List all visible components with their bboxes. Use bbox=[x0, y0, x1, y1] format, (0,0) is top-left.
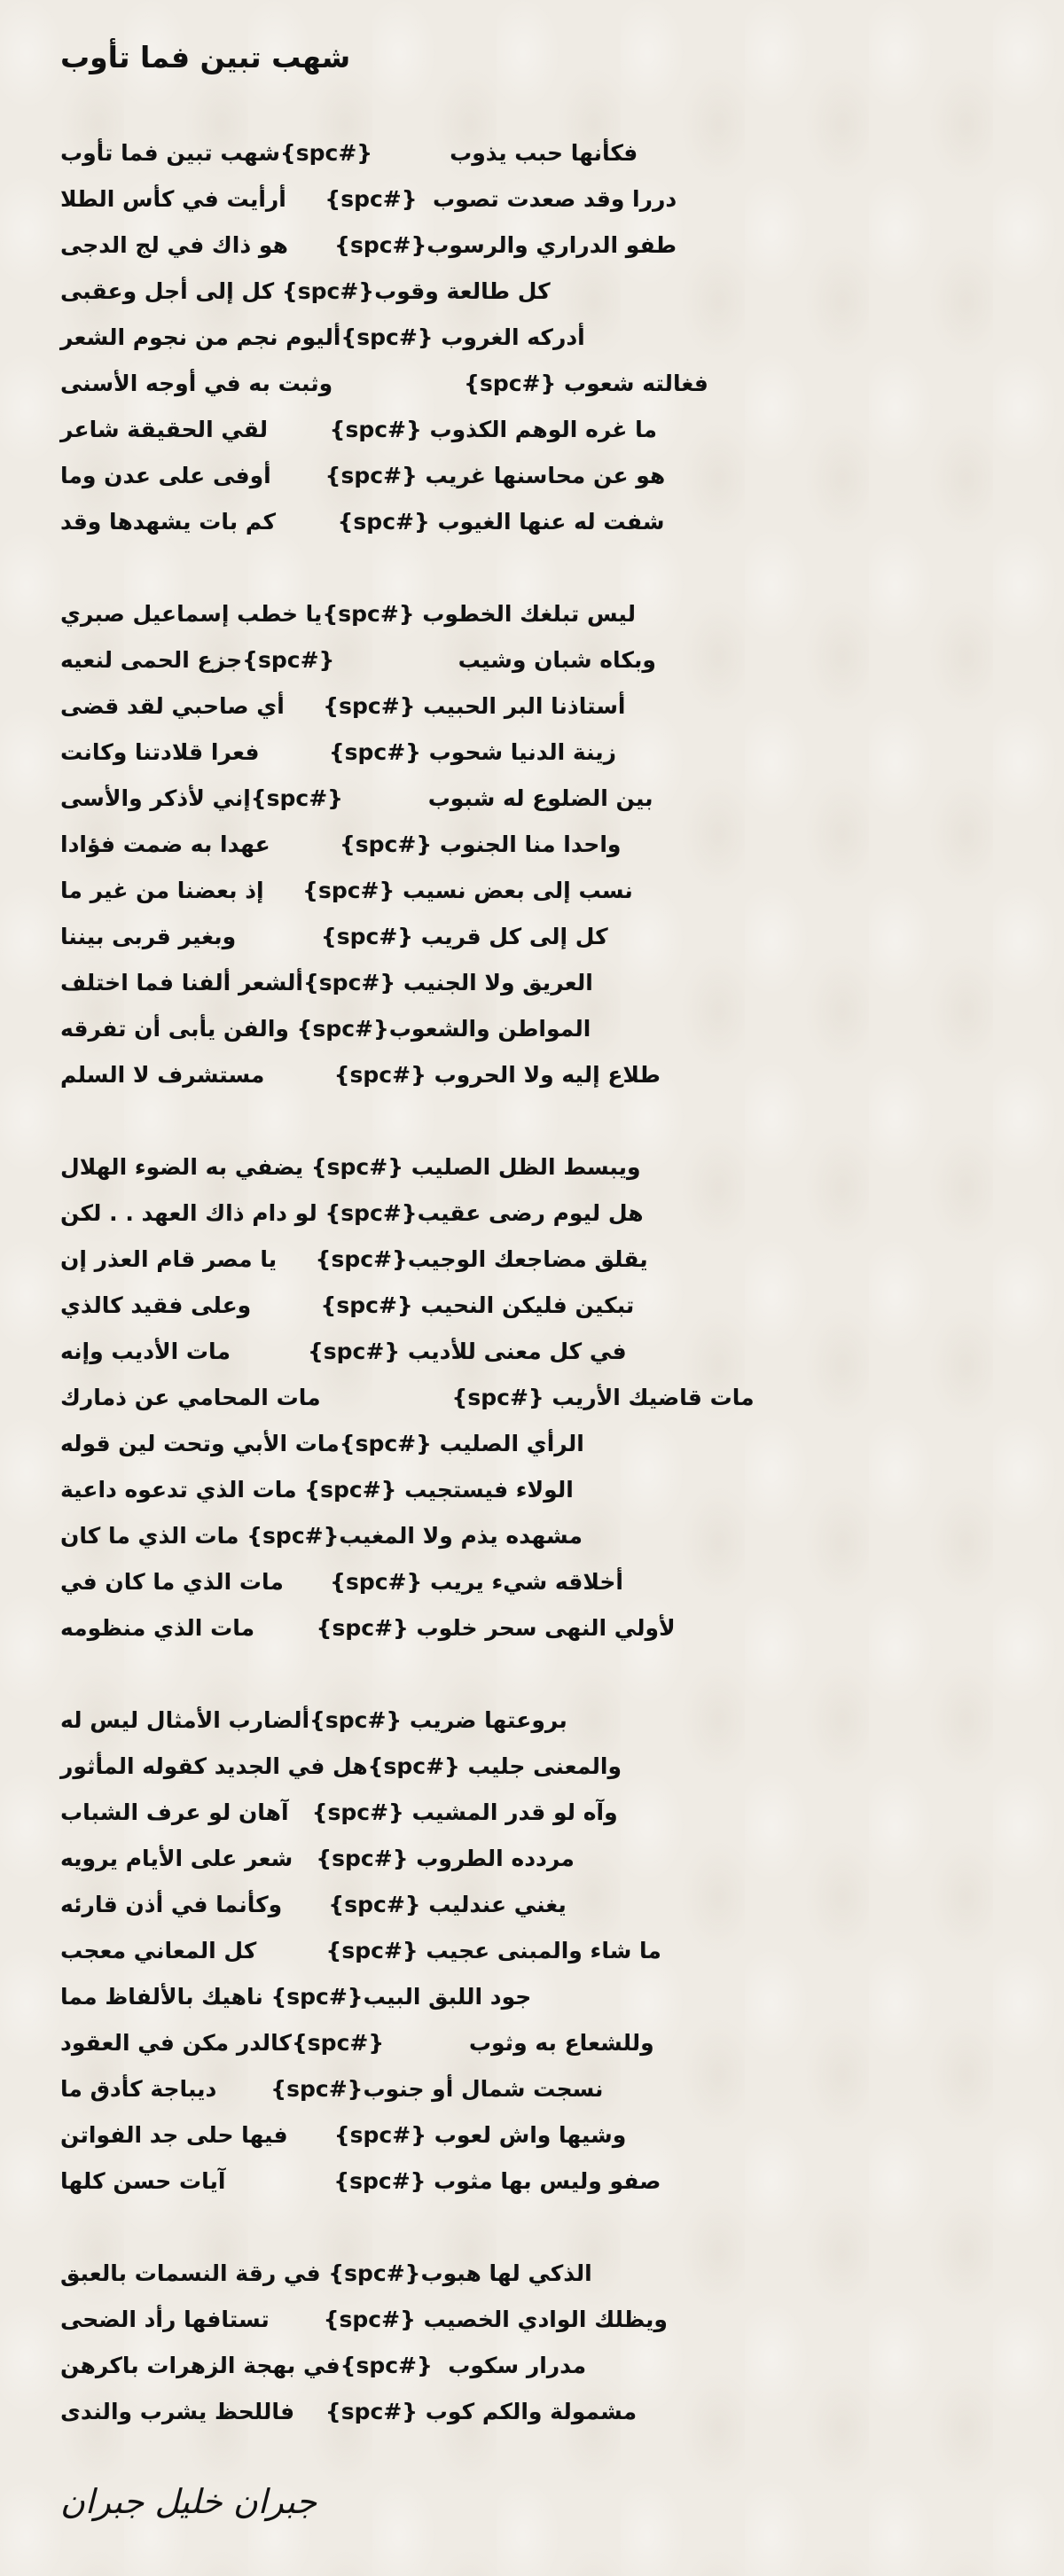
verse-line: وللشعاع به وثوب {#spc}كالدر مكن في العقود bbox=[60, 2029, 654, 2056]
verse-line: الذكي لها هبوب{#spc} في رقة النسمات بالعبق bbox=[60, 2260, 592, 2286]
verse-line: وآه لو قدر المشيب {#spc} آهان لو عرف الشباب bbox=[60, 1799, 618, 1825]
verse-line: ويظلك الوادي الخصيب {#spc} تستافها رأد الضحى bbox=[60, 2306, 668, 2332]
verse-line: فغالته شعوب {#spc} وثبت به في أوجه الأسنى bbox=[60, 370, 708, 396]
verse-line: الرأي الصليب {#spc}مات الأبي وتحت لين قوله bbox=[60, 1430, 584, 1456]
verse-line: أستاذنا البر الحبيب {#spc} أي صاحبي لقد قضى bbox=[60, 692, 626, 719]
verse-line: طلاع إليه ولا الحروب {#spc} مستشرف لا السلم bbox=[60, 1061, 661, 1088]
stanza-2 bbox=[60, 591, 1018, 1098]
verse-line: نسجت شمال أو جنوب{#spc} ديباجة كأدق ما bbox=[60, 2075, 604, 2102]
verse-line: مشهده يذم ولا المغيب{#spc} مات الذي ما كان bbox=[60, 1522, 583, 1549]
verse-line: طفو الدراري والرسوب{#spc} هو ذاك في لج الدجى bbox=[60, 231, 677, 258]
verse-line: المواطن والشعوب{#spc} والفن يأبى أن تفرقه bbox=[60, 1015, 591, 1042]
verse-line: مات قاضيك الأريب {#spc} مات المحامي عن ذمارك bbox=[60, 1384, 755, 1410]
verse-line: أدركه الغروب {#spc}أليوم نجم من نجوم الشعر bbox=[60, 324, 585, 350]
verse-line: ليس تبلغك الخطوب {#spc}يا خطب إسماعيل صبري bbox=[60, 600, 636, 627]
verse-line: نسب إلى بعض نسيب {#spc} إذ بعضنا من غير ما bbox=[60, 877, 633, 903]
verse-line: بروعتها ضريب {#spc}ألضارب الأمثال ليس له bbox=[60, 1706, 567, 1733]
verse-line: العريق ولا الجنيب {#spc}ألشعر ألفنا فما اختلف bbox=[60, 969, 593, 995]
verse-line: يقلق مضاجعك الوجيب{#spc} يا مصر قام العذر إن bbox=[60, 1245, 648, 1272]
verse-line: شفت له عنها الغيوب {#spc} كم بات يشهدها وقد bbox=[60, 508, 665, 535]
verse-line: ويبسط الظل الصليب {#spc} يضفي به الضوء الهلال bbox=[60, 1153, 641, 1180]
verse-line: هل ليوم رضى عقيب{#spc} لو دام ذاك العهد . . لكن bbox=[60, 1199, 644, 1226]
verse-line: زينة الدنيا شحوب {#spc} فعرا قلادتنا وكانت bbox=[60, 738, 617, 765]
author-signature: جبران خليل جبران bbox=[60, 2482, 317, 2521]
verse-line: صفو وليس بها مثوب {#spc} آيات حسن كلها bbox=[60, 2167, 661, 2194]
verse-line: مدرار سكوب {#spc}في بهجة الزهرات باكرهن bbox=[60, 2352, 587, 2378]
verse-line: كل إلى كل قريب {#spc} وبغير قربى بيننا bbox=[60, 923, 608, 949]
stanza-3 bbox=[60, 1144, 1018, 1651]
stanza-1 bbox=[60, 130, 1018, 545]
verse-line: هو عن محاسنها غريب {#spc} أوفى على عدن وما bbox=[60, 462, 666, 488]
verse-line: يغني عندليب {#spc} وكأنما في أذن قارئه bbox=[60, 1891, 567, 1917]
verse-line: مردده الطروب {#spc} شعر على الأيام يرويه bbox=[60, 1845, 575, 1871]
verse-line: مشمولة والكم كوب {#spc} فاللحظ يشرب والندى bbox=[60, 2398, 638, 2424]
verse-line: ما شاء والمبنى عجيب {#spc} كل المعاني معجب bbox=[60, 1937, 661, 1963]
verse-line: دررا وقد صعدت تصوب {#spc} أرأيت في كأس الطلا bbox=[60, 185, 677, 212]
stanza-4 bbox=[60, 1698, 1018, 2205]
poem-page bbox=[60, 40, 1018, 2481]
verse-line: أخلاقه شيء يريب {#spc} مات الذي ما كان في bbox=[60, 1568, 623, 1595]
verse-line: الولاء فيستجيب {#spc} مات الذي تدعوه داعية bbox=[60, 1476, 574, 1503]
poem-title: شهب تبين فما تأوب bbox=[60, 40, 351, 74]
verse-line: كل طالعة وقوب{#spc} كل إلى أجل وعقبى bbox=[60, 277, 551, 304]
verse-line: بين الضلوع له شبوب {#spc}إني لأذكر والأسى bbox=[60, 785, 653, 811]
stanza-5 bbox=[60, 2251, 1018, 2435]
verse-line: وشيها واش لعوب {#spc} فيها حلى جد الفواتن bbox=[60, 2121, 627, 2148]
verse-line: واحدا منا الجنوب {#spc} عهدا به ضمت فؤادا bbox=[60, 831, 622, 857]
verse-line: ما غره الوهم الكذوب {#spc} لقي الحقيقة شاعر bbox=[60, 416, 658, 442]
verse-line: في كل معنى للأديب {#spc} مات الأديب وإنه bbox=[60, 1338, 627, 1364]
verse-line: تبكين فليكن النحيب {#spc} وعلى فقيد كالذي bbox=[60, 1292, 635, 1318]
verse-line: والمعنى جليب {#spc}هل في الجديد كقوله المأثور bbox=[60, 1752, 622, 1779]
verse-line: جود اللبق البيب{#spc} ناهيك بالألفاظ مما bbox=[60, 1983, 532, 2010]
verse-line: لأولي النهى سحر خلوب {#spc} مات الذي منظومه bbox=[60, 1614, 676, 1641]
verse-line: فكأنها حبب يذوب {#spc}شهب تبين فما تأوب bbox=[60, 139, 638, 166]
verse-line: وبكاه شبان وشيب {#spc}جزع الحمى لنعيه bbox=[60, 646, 656, 673]
